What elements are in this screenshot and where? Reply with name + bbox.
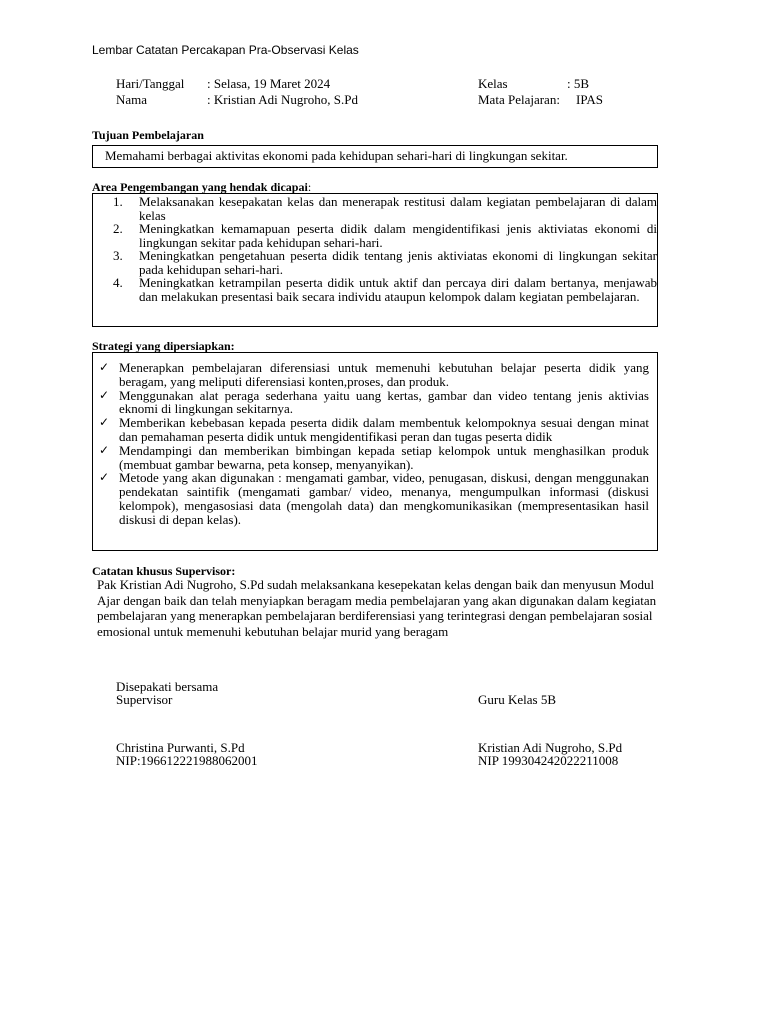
area-heading-suffix: : — [307, 180, 312, 194]
sig-left-line1: Disepakati bersama — [116, 679, 219, 694]
strategi-heading: Strategi yang dipersiapkan: — [92, 339, 235, 353]
kelas-label: Kelas — [478, 76, 508, 91]
strategi-item-text: Menggunakan alat peraga sederhana yaitu uang kertas, gambar dan video tentang jenis aktivias eknomi di lingkungan sekitarnya. — [119, 387, 649, 417]
area-list — [93, 195, 657, 303]
tujuan-text: Memahami berbagai aktivitas ekonomi pada kehidupan sehari-hari di lingkungan sekitar. — [105, 148, 568, 163]
catatan-heading: Catatan khusus Supervisor: — [92, 564, 236, 578]
area-item — [93, 222, 657, 249]
area-item — [93, 276, 657, 303]
area-item-text: Meningkatkan pengetahuan peserta didik tentang jenis aktiviatas ekonomi di lingkungan sekitar pada kehidupan sehari-hari. — [139, 248, 657, 277]
nama-label: Nama — [116, 92, 148, 107]
sig-left-line2: Supervisor — [116, 692, 173, 707]
page-title: Lembar Catatan Percakapan Pra-Observasi Kelas — [92, 43, 359, 57]
checkmark-icon: ✓ — [99, 442, 110, 457]
strategi-item-text: Memberikan kebebasan kepada peserta didik dalam membentuk kelompoknya sesuai dengan minat dan pemahaman peserta didik untuk mengidentifikasi peran dan tugas peserta didik — [119, 415, 649, 444]
nama-value: : Kristian Adi Nugroho, S.Pd — [207, 92, 358, 107]
area-item — [93, 195, 657, 222]
strategi-item-text: Menerapkan pembelajaran diferensiasi untuk memenuhi kebutuhan belajar peserta didik yang beragam, yang meliputi diferensiasi konten,proses, dan produk. — [119, 360, 649, 389]
strategi-list — [93, 361, 657, 527]
strategi-item — [93, 444, 657, 472]
strategi-item — [93, 416, 657, 444]
strategi-item — [93, 361, 657, 389]
sig-right-name: Kristian Adi Nugroho, S.Pd — [478, 740, 623, 755]
strategi-item — [93, 389, 657, 417]
sig-right-nip: NIP 199304242022211008 — [478, 753, 619, 768]
area-item — [93, 249, 657, 276]
tujuan-box — [92, 145, 658, 168]
strategi-item — [93, 471, 657, 526]
mapel-label: Mata Pelajaran: — [478, 92, 560, 107]
strategi-item-text: Metode yang akan digunakan : mengamati gambar, video, penugasan, diskusi, dengan menggunakan pendekatan saintifik (mengamati gambar/ video, menanya, mengumpulkan informasi (diskusi kelompok), mengasosiasi data (mengolah data) dan mengkomunikasikan (mempresentasikan hasil diskusi di depan kelas). — [119, 470, 649, 527]
hari-value: : Selasa, 19 Maret 2024 — [207, 76, 331, 91]
area-item-text: Meningkatkan kemamapuan peserta didik dalam mengidentifikasi jenis aktiviatas ekonomi di lingkungan sekitar pada kehidupan sehari-hari. — [139, 221, 657, 250]
checkmark-icon: ✓ — [99, 415, 110, 430]
checkmark-icon: ✓ — [99, 387, 110, 402]
area-item-number: 4. — [113, 275, 123, 290]
kelas-value: : 5B — [567, 76, 590, 91]
area-item-number: 3. — [113, 248, 123, 263]
mapel-value: IPAS — [576, 92, 603, 107]
area-item-number: 2. — [113, 221, 123, 236]
catatan-text: Pak Kristian Adi Nugroho, S.Pd sudah melaksankana kesepekatan kelas dengan baik dan menyusun Modul Ajar dengan baik dan telah menyiapkan beragam media pembelajaran yang akan digunakan dalam kegiatan pembelajaran yang menerapkan pembelajaran berdiferensiasi yang terintegrasi dengan pembelajaran sosial emosional untuk memenuhi kebutuhan belajar murid yang beragam — [97, 577, 657, 639]
tujuan-heading: Tujuan Pembelajaran — [92, 128, 204, 142]
area-box — [92, 193, 658, 327]
strategi-box — [92, 352, 658, 551]
area-item-text: Melaksanakan kesepakatan kelas dan menerapak restitusi dalam kegiatan pembelajaran di dalam kelas — [139, 194, 657, 223]
hari-label: Hari/Tanggal — [116, 76, 185, 91]
strategi-item-text: Mendampingi dan memberikan bimbingan kepada setiap kelompok untuk menghasilkan produk (membuat gambar bewarna, peta konsep, menyanyikan). — [119, 442, 649, 472]
checkmark-icon: ✓ — [99, 470, 110, 485]
sig-right-role: Guru Kelas 5B — [478, 692, 556, 707]
checkmark-icon: ✓ — [99, 360, 110, 374]
sig-left-name: Christina Purwanti, S.Pd — [116, 740, 245, 755]
area-item-text: Meningkatkan ketrampilan peserta didik untuk aktif dan percaya diri dalam bertanya, menjawab dan melakukan presentasi baik secara individu ataupun kelompok dalam kegiatan pembelajaran. — [139, 275, 657, 304]
sig-left-nip: NIP:196612221988062001 — [116, 753, 258, 768]
area-heading-text: Area Pengembangan yang hendak dicapai — [92, 180, 308, 194]
area-item-number: 1. — [113, 194, 123, 209]
